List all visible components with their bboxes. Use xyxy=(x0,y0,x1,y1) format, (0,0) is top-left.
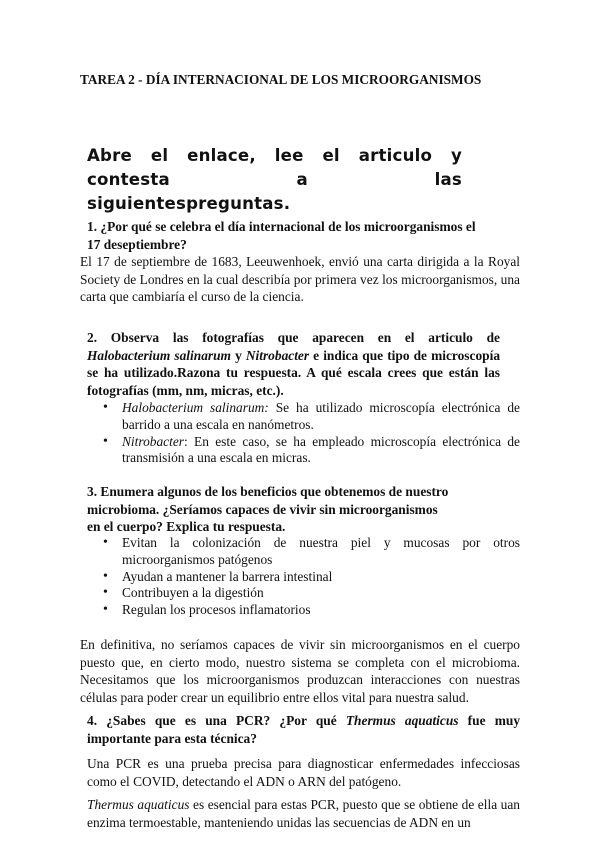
question-2-part-a: 2. Observa las fotografías que aparecen en el articulo de xyxy=(87,330,500,345)
bullet-text: : En este caso, se ha empleado microscopía electrónica de transmisión a una escala en micras. xyxy=(122,433,520,466)
bullet-text: Se ha utilizado microscopía electrónica de barrido a una escala en nanómetros. xyxy=(122,400,521,432)
list-item: • Ayudan a mantener la barrera intestinal xyxy=(99,569,520,586)
answer-2-list xyxy=(99,400,520,467)
question-1-line-2: 17 deseptiembre? xyxy=(87,236,187,252)
question-3-line-3: en el cuerpo? Explica tu respuesta. xyxy=(87,519,286,534)
list-item: • Regulan los procesos inflamatorios xyxy=(99,602,520,619)
bullet-species: Nitrobacter xyxy=(122,433,184,449)
question-2-species-2: Nitrobacter xyxy=(245,347,310,363)
instructions-line-1: Abre el enlace, lee el articulo y contesta a las xyxy=(87,146,462,189)
answer-4-species: Thermus aquaticus xyxy=(87,797,190,812)
question-4-species: Thermus aquaticus xyxy=(345,713,459,728)
question-4-text xyxy=(87,712,520,747)
question-2-species-1: Halobacterium salinarum xyxy=(87,347,231,363)
list-item: • Evitan la colonización de nuestra piel y mucosas por otros microorganismos patógenos xyxy=(99,535,520,569)
question-3-line-2: microbioma. ¿Seríamos capaces de vivir sin microorganismos xyxy=(87,501,438,517)
instructions-line-2: siguientespreguntas. xyxy=(87,194,291,213)
instructions xyxy=(87,144,462,216)
document-title: TAREA 2 - DÍA INTERNACIONAL DE LOS MICROORGANISMOS xyxy=(80,72,482,87)
answer-4-paragraph-1: Una PCR es una prueba precisa para diagnosticar enfermedades infecciosas como el COVID, detectando el ADN o ARN del patógeno. xyxy=(87,756,520,789)
answer-3-list xyxy=(99,535,520,619)
question-4-part-b: fue muy importante para esta técnica? xyxy=(87,713,521,746)
question-2 xyxy=(87,329,500,399)
question-1-line-1: 1. ¿Por qué se celebra el día internacional de los microorganismos el xyxy=(87,219,476,234)
answer-1 xyxy=(80,253,520,306)
list-item xyxy=(99,400,520,434)
question-2-text xyxy=(87,329,500,399)
answer-3-conclusion xyxy=(80,636,520,706)
answer-1-text: El 17 de septiembre de 1683, Leeuwenhoek, envió una carta dirigida a la Royal Society de Londres en la cual describía por primera vez los microorganismos, una carta que cambiaría el curso de la ciencia. xyxy=(80,254,520,304)
answer-4-paragraph-2 xyxy=(87,796,520,831)
question-3-line-1: 3. Enumera algunos de los beneficios que obtenemos de nuestro xyxy=(87,484,449,499)
answer-2 xyxy=(99,400,520,467)
question-1 xyxy=(87,218,520,253)
bullet-species: Halobacterium salinarum: xyxy=(122,400,269,415)
conclusion-text: En definitiva, no seríamos capaces de vivir sin microorganismos en el cuerpo puesto que, en cierto modo, nuestro sistema se completa con el microbioma. Necesitamos que los microorganismos produzcan interacciones con nuestras células para poder crear un equilibrio entre ellos vital para nuestra salud. xyxy=(80,637,520,705)
question-3 xyxy=(87,483,500,536)
question-2-part-b: e indica que tipo de microscopía se ha utilizado.Razona tu respuesta. A qué escala crees que están las fotografías (mm, nm, micras, etc.). xyxy=(87,347,501,398)
question-4 xyxy=(87,712,520,747)
answer-4-text: es esencial para estas PCR, puesto que se obtiene de ella uan enzima termoestable, manteniendo unidas las secuencias de ADN en un xyxy=(87,797,521,830)
question-2-and: y xyxy=(230,347,246,363)
question-4-part-a: 4. ¿Sabes que es una PCR? ¿Por qué xyxy=(87,713,346,728)
answer-3 xyxy=(99,535,520,619)
answer-4 xyxy=(87,755,520,837)
list-item xyxy=(99,434,520,468)
list-item: • Contribuyen a la digestión xyxy=(99,585,520,602)
